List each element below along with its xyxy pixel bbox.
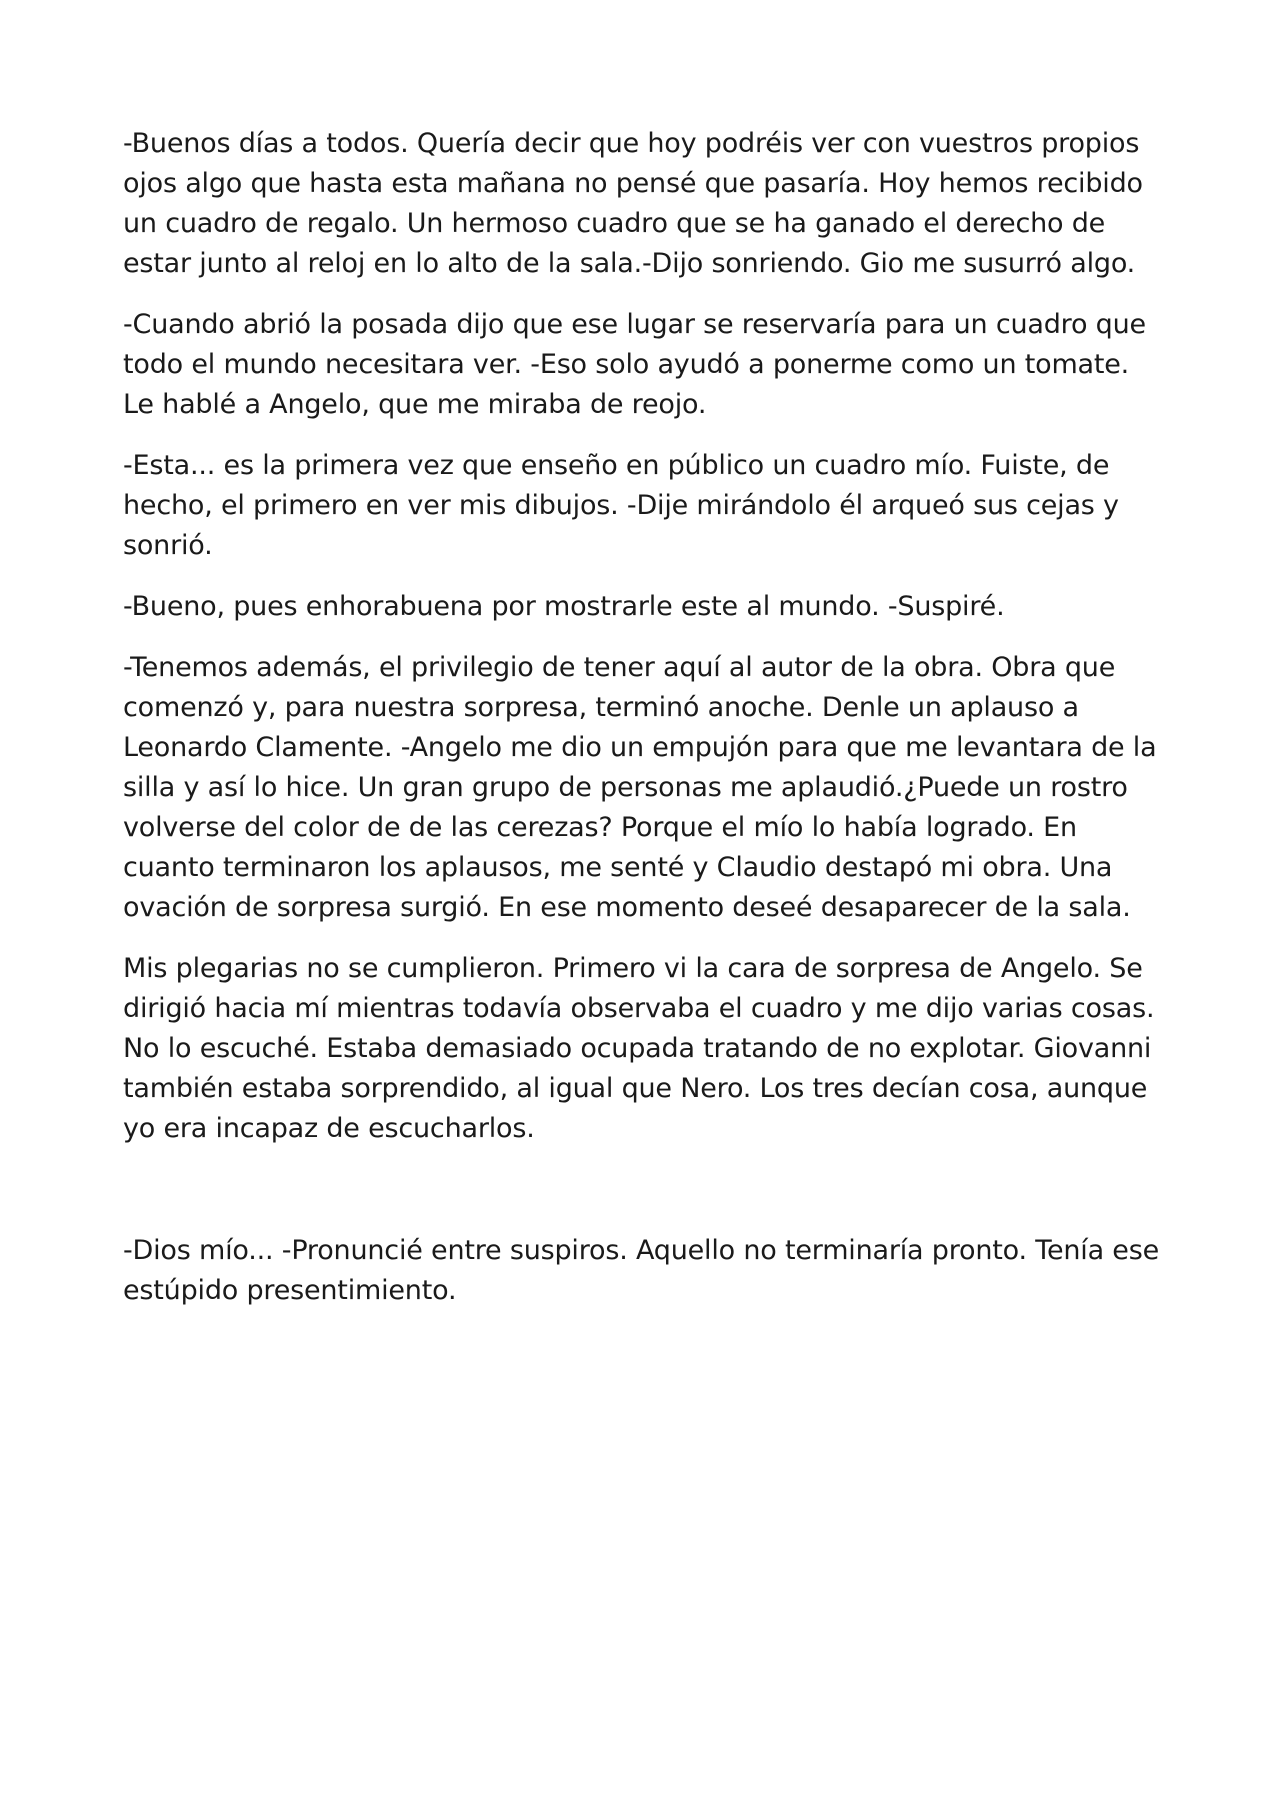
paragraph-6: Mis plegarias no se cumplieron. Primero vi la cara de sorpresa de Angelo. Se dirigió hacia mí mientras todavía observaba el cuadro y me dijo varias cosas. No lo escuché. Estaba demasiado ocupada tratando de no explotar. Giovanni también estaba sorprendido, al igual que Nero. Los tres decían cosa, aunque yo era incapaz de escucharlos. — [123, 953, 1155, 1144]
paragraph-1: -Buenos días a todos. Quería decir que hoy podréis ver con vuestros propios ojos algo que hasta esta mañana no pensé que pasaría. Hoy hemos recibido un cuadro de regalo. Un hermoso cuadro que se ha ganado el derecho de estar junto al reloj en lo alto de la sala.-Dijo sonriendo. Gio me susurró algo. — [123, 128, 1143, 279]
document-body — [123, 124, 1168, 1332]
paragraph-3: -Esta... es la primera vez que enseño en público un cuadro mío. Fuiste, de hecho, el primero en ver mis dibujos. -Dije mirándolo él arqueó sus cejas y sonrió. — [123, 450, 1119, 561]
paragraph-2: -Cuando abrió la posada dijo que ese lugar se reservaría para un cuadro que todo el mundo necesitara ver. -Eso solo ayudó a ponerme como un tomate. Le hablé a Angelo, que me miraba de reojo. — [123, 309, 1146, 420]
paragraph-5: -Tenemos además, el privilegio de tener aquí al autor de la obra. Obra que comenzó y, para nuestra sorpresa, terminó anoche. Denle un aplauso a Leonardo Clamente. -Angelo me dio un empujón para que me levantara de la silla y así lo hice. Un gran grupo de personas me aplaudió.¿Puede un rostro volverse del color de de las cerezas? Porque el mío lo había logrado. En cuanto terminaron los aplausos, me senté y Claudio destapó mi obra. Una ovación de sorpresa surgió. En ese momento deseé desaparecer de la sala. — [123, 652, 1157, 923]
paragraph-4: -Bueno, pues enhorabuena por mostrarle este al mundo. -Suspiré. — [123, 591, 1005, 622]
blank-line — [123, 1170, 1168, 1231]
paragraph-7: -Dios mío... -Pronuncié entre suspiros. Aquello no terminaría pronto. Tenía ese estúpido presentimiento. — [123, 1235, 1160, 1306]
